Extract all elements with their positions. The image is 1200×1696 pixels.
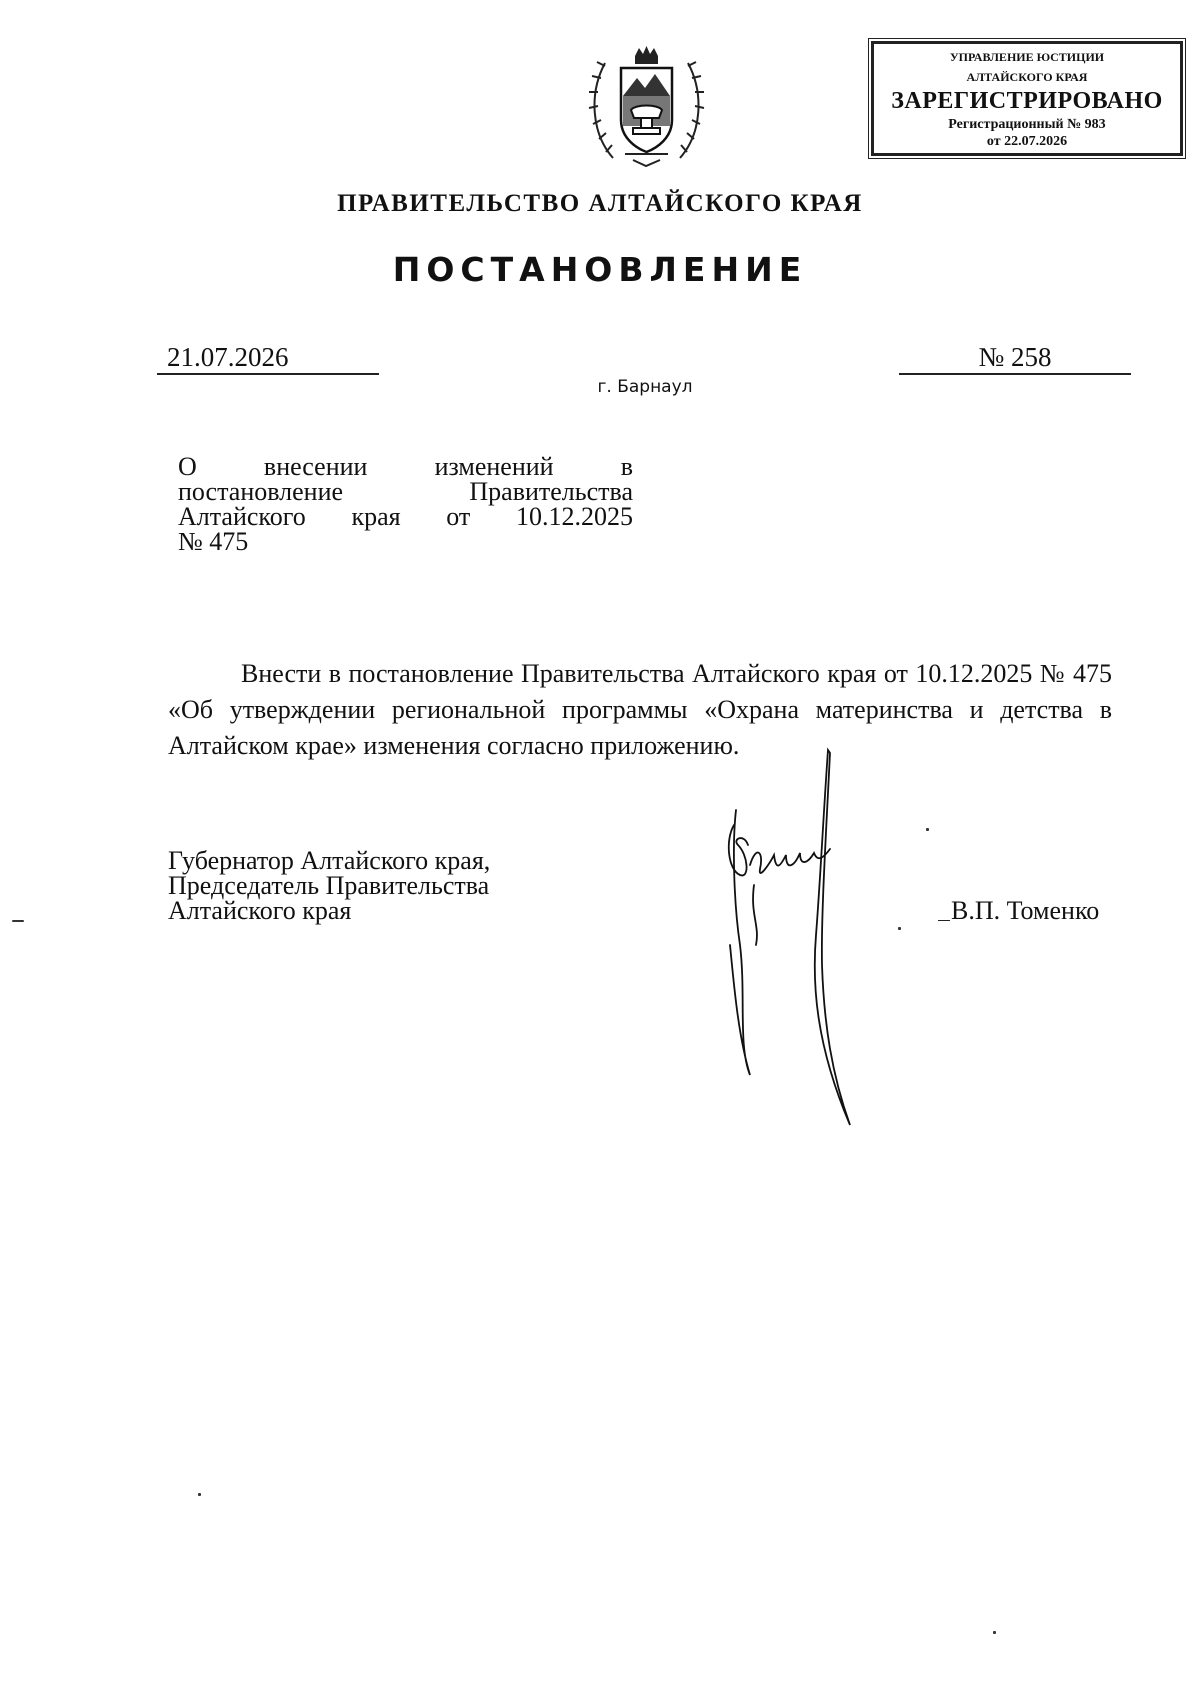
document-number: № 258 xyxy=(899,342,1131,375)
stamp-status: ЗАРЕГИСТРИРОВАНО xyxy=(891,88,1163,114)
scan-speck xyxy=(898,927,901,930)
stamp-date: от 22.07.2026 xyxy=(986,134,1068,149)
registration-stamp xyxy=(871,41,1183,156)
scan-speck xyxy=(12,920,24,922)
stamp-department-line2: АЛТАЙСКОГО КРАЯ xyxy=(966,70,1088,84)
body-paragraph: Внести в постановление Правительства Алтайского края от 10.12.2025 № 475 «Об утверждении региональной программы «Охрана материнства и детства в Алтайском крае» изменения согласно приложению. xyxy=(168,659,1112,760)
handwritten-signature-icon xyxy=(720,745,890,1145)
subject-line: Алтайского края от 10.12.2025 xyxy=(178,502,633,531)
stamp-department-line1: УПРАВЛЕНИЕ ЮСТИЦИИ xyxy=(949,50,1105,64)
signer-title xyxy=(168,848,588,923)
scan-speck xyxy=(993,1631,996,1634)
signer-name: В.П. Томенко xyxy=(951,896,1100,925)
signer-title-line: Председатель Правительства xyxy=(168,871,490,900)
document-type-title: ПОСТАНОВЛЕНИЕ xyxy=(392,250,808,289)
signature-line xyxy=(938,920,950,921)
document-date: 21.07.2026 xyxy=(157,342,379,375)
subject-line: постановление Правительства xyxy=(178,477,633,506)
subject-line: О внесении изменений в xyxy=(178,452,633,481)
signer-title-line: Алтайского края xyxy=(168,896,352,925)
scan-speck xyxy=(926,828,929,831)
stamp-registration-number: Регистрационный № 983 xyxy=(948,117,1106,132)
scan-speck xyxy=(198,1493,201,1496)
coat-of-arms-icon xyxy=(583,38,710,171)
subject-line: № 475 xyxy=(178,527,249,556)
document-city: г. Барнаул xyxy=(597,377,693,397)
signer-title-line: Губернатор Алтайского края, xyxy=(168,846,491,875)
government-name: ПРАВИТЕЛЬСТВО АЛТАЙСКОГО КРАЯ xyxy=(337,190,863,217)
document-subject xyxy=(178,454,633,554)
